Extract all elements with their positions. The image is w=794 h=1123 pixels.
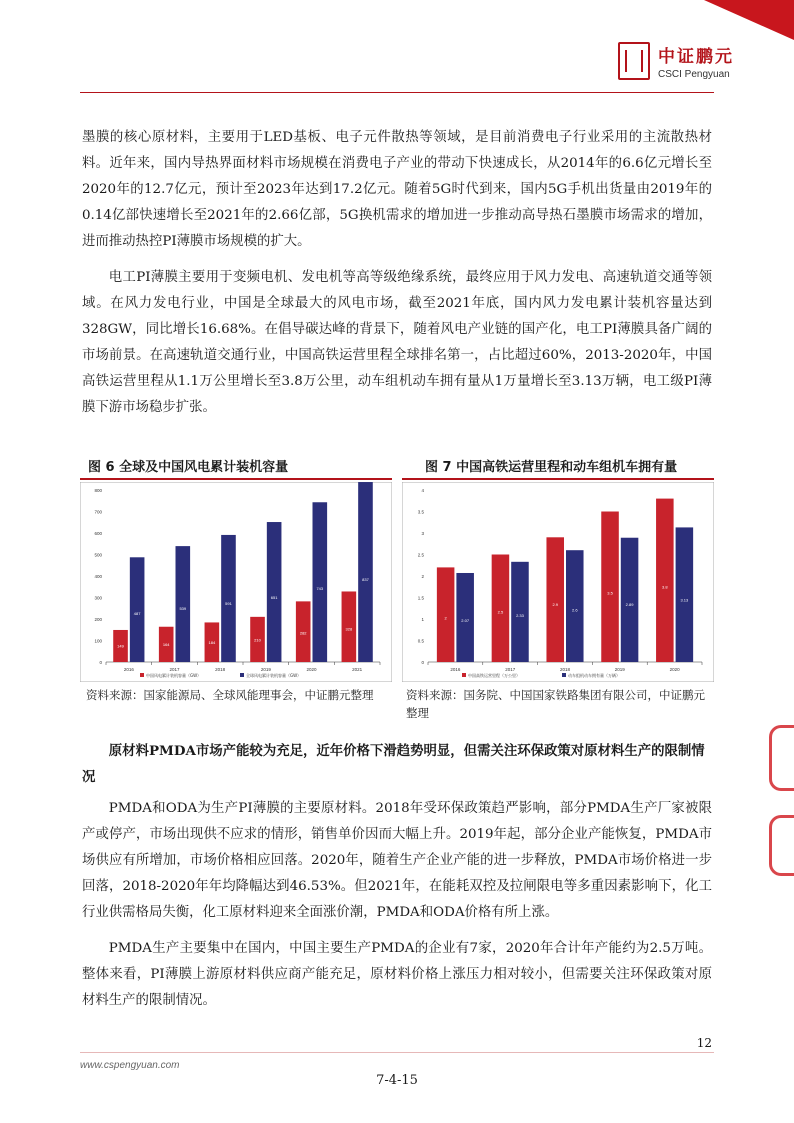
paragraph-4: PMDA生产主要集中在国内，中国主要生产PMDA的企业有7家，2020年合计年产能约为2.5万吨。整体来看，PI薄膜上游原材料供应商产能充足，原材料价格上涨压力相对较小，但需要关注环保政策对原材料生产的限制情况。 xyxy=(82,941,712,1008)
logo-en-text: CSCI Pengyuan xyxy=(658,69,730,80)
bar-series-a xyxy=(492,555,510,663)
data-label: 282 xyxy=(299,630,307,636)
header-divider xyxy=(80,92,714,93)
legend-swatch xyxy=(462,673,466,677)
y-tick-label: 1.5 xyxy=(417,595,424,601)
y-tick-label: 500 xyxy=(94,552,102,558)
legend-label: 动车组机动车拥有量（万辆） xyxy=(568,673,620,678)
data-label: 149 xyxy=(117,643,124,649)
y-tick-label: 2 xyxy=(421,574,424,579)
y-tick-label: 300 xyxy=(94,595,102,601)
data-label: 164 xyxy=(162,642,170,648)
wind-capacity-chart xyxy=(80,482,392,682)
x-tick-label: 2019 xyxy=(260,667,271,672)
paragraph-1: 墨膜的核心原材料，主要用于LED基板、电子元件散热等领域，是目前消费电子行业采用的主流散热材料。近年来，国内导热界面材料市场规模在消费电子产业的带动下快速成长，从2014年的6.6亿元增长至2020年的12.7亿元，预计至2023年达到17.2亿元。随着5G时代到来，国内5G手机出货量由2019年的0.14亿部快速增长至2021年的2.66亿部，5G换机需求的增加进一步推动高导热石墨膜市场需求的增加，进而推动热控PI薄膜市场规模的扩大。 xyxy=(82,130,712,249)
x-tick-label: 2021 xyxy=(352,667,363,672)
bar-series-b xyxy=(621,538,639,662)
x-tick-label: 2020 xyxy=(306,667,317,672)
y-tick-label: 600 xyxy=(94,531,102,536)
page-number: 12 xyxy=(696,1036,712,1050)
legend-swatch xyxy=(140,673,144,677)
header-band xyxy=(0,0,794,18)
bar-series-b xyxy=(511,562,529,662)
bar-series-b xyxy=(267,522,282,662)
y-tick-label: 200 xyxy=(94,617,102,622)
bar-series-b xyxy=(358,482,373,662)
data-label: 3.8 xyxy=(662,584,668,590)
data-label: 184 xyxy=(208,640,216,646)
data-label: 743 xyxy=(316,586,324,592)
x-tick-label: 2017 xyxy=(505,667,516,672)
data-label: 651 xyxy=(270,595,278,601)
figure-7-rule xyxy=(402,478,714,480)
y-tick-label: 800 xyxy=(94,488,102,493)
seal-icon xyxy=(618,42,650,80)
y-tick-label: 400 xyxy=(94,574,102,579)
red-stamp-mark xyxy=(769,815,794,876)
x-tick-label: 2017 xyxy=(169,667,180,672)
body-section-1 xyxy=(82,125,712,421)
data-label: 2.9 xyxy=(552,601,559,607)
bar-series-b xyxy=(221,535,236,662)
figure-7-title: 图 7 中国高铁运营里程和动车组机车拥有量 xyxy=(425,460,678,475)
body-section-2 xyxy=(82,796,712,1014)
x-tick-label: 2016 xyxy=(450,667,461,672)
paragraph-2: 电工PI薄膜主要用于变频电机、发电机等高等级绝缘系统，最终应用于风力发电、高速轨道交通等领域。在风力发电行业，中国是全球最大的风电市场，截至2021年底，国内风力发电累计装机容量达到328GW，同比增长16.68%。在倡导碳达峰的背景下，随着风电产业链的国产化，电工PI薄膜具备广阔的市场前景。在高速轨道交通行业，中国高铁运营里程全球排名第一，占比超过60%，2013-2020年，中国高铁运营里程从1.1万公里增长至3.8万公里，动车组机动车拥有量从1万量增长至3.13万辆，电工级PI薄膜下游市场稳步扩张。 xyxy=(82,270,712,415)
logo-cn-text: 中证鹏元 xyxy=(658,47,734,67)
bar-series-b xyxy=(566,550,584,662)
figure-6-rule xyxy=(80,478,392,480)
y-tick-label: 1 xyxy=(421,617,424,622)
website-url: www.cspengyuan.com xyxy=(80,1060,180,1071)
figure-6-title: 图 6 全球及中国风电累计装机容量 xyxy=(88,460,289,475)
bar-series-a xyxy=(601,512,619,663)
footer-divider xyxy=(80,1052,714,1053)
company-logo xyxy=(618,42,734,80)
x-tick-label: 2018 xyxy=(215,667,226,672)
figure-6-source: 资料来源：国家能源局、全球风能理事会，中证鹏元整理 xyxy=(86,688,374,702)
data-label: 328 xyxy=(345,626,353,632)
corner-decoration xyxy=(704,0,794,40)
data-label: 3.13 xyxy=(680,597,689,603)
legend-label: 中国风电累计装机容量（GW） xyxy=(146,673,202,678)
x-tick-label: 2016 xyxy=(123,667,134,672)
y-tick-label: 0 xyxy=(99,660,102,665)
y-tick-label: 4 xyxy=(421,488,424,493)
railway-chart xyxy=(402,482,714,682)
y-tick-label: 0 xyxy=(421,660,424,665)
x-tick-label: 2018 xyxy=(559,667,571,672)
data-label: 2.07 xyxy=(461,617,470,623)
bar-series-a xyxy=(656,499,674,662)
y-tick-label: 3.5 xyxy=(417,509,424,515)
bar-series-b xyxy=(176,546,191,662)
legend-label: 全球风电累计装机容量（GW） xyxy=(246,673,302,678)
data-label: 837 xyxy=(362,577,369,583)
figure-7-source: 资料来源：国务院、中国国家铁路集团有限公司，中证鹏元整理 xyxy=(406,688,705,720)
y-tick-label: 100 xyxy=(94,638,102,644)
paragraph-3: PMDA和ODA为生产PI薄膜的主要原材料。2018年受环保政策趋严影响，部分PMDA生产厂家被限产或停产，市场出现供不应求的情形，销售单价因而大幅上升。2019年起，部分企业产能恢复，PMDA市场供应有所增加，市场价格相应回落。2020年，随着生产企业产能的进一步释放，PMDA市场价格进一步回落，2018-2020年年均降幅达到46.53%。但2021年，在能耗双控及拉闸限电等多重因素影响下，化工行业供需格局失衡，化工原材料迎来全面涨价潮，PMDA和ODA价格有所上涨。 xyxy=(82,801,712,920)
legend-label: 中国高铁运营里程（万公里） xyxy=(468,673,520,678)
red-stamp-mark xyxy=(769,725,794,791)
data-label: 591 xyxy=(225,600,232,606)
data-label: 2.33 xyxy=(516,612,524,618)
document-number: 7-4-15 xyxy=(376,1073,418,1088)
data-label: 2.6 xyxy=(571,607,578,613)
data-label: 2.5 xyxy=(497,609,504,615)
bar-series-b xyxy=(130,557,145,662)
y-tick-label: 2.5 xyxy=(417,552,424,558)
x-tick-label: 2019 xyxy=(614,667,625,672)
section-subheading: 原材料PMDA市场产能较为充足，近年价格下滑趋势明显，但需关注环保政策对原材料生产的限制情况 xyxy=(82,743,705,785)
y-tick-label: 3 xyxy=(421,531,424,536)
data-label: 487 xyxy=(133,610,141,616)
data-label: 539 xyxy=(179,605,187,611)
data-label: 3.5 xyxy=(607,590,613,596)
x-tick-label: 2020 xyxy=(669,667,680,672)
legend-swatch xyxy=(562,673,566,677)
data-label: 2 xyxy=(444,615,447,621)
y-tick-label: 0.5 xyxy=(417,638,424,644)
bar-series-b xyxy=(313,502,328,662)
data-label: 2.89 xyxy=(625,602,634,608)
bar-series-a xyxy=(546,537,564,662)
y-tick-label: 700 xyxy=(94,509,102,515)
data-label: 210 xyxy=(254,637,261,643)
legend-swatch xyxy=(240,673,244,677)
bar-series-b xyxy=(676,527,694,662)
